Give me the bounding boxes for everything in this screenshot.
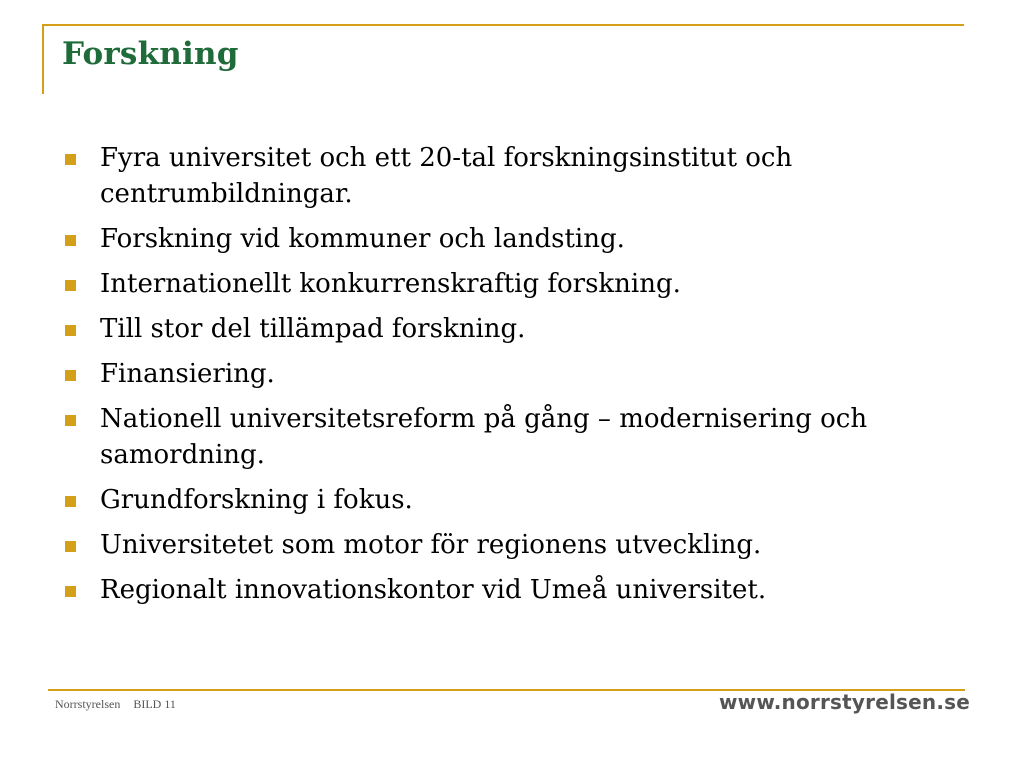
bullet-item	[62, 221, 942, 257]
bullet-text: Till stor del tillämpad forskning.	[100, 314, 526, 344]
square-bullet-icon	[65, 541, 76, 552]
bullet-item	[62, 482, 942, 518]
bullet-text: Internationellt konkurrenskraftig forskning.	[100, 269, 681, 299]
footer-slide-label: BILD 11	[133, 697, 176, 711]
title-accent-left-line	[42, 24, 44, 94]
bullet-item	[62, 266, 942, 302]
square-bullet-icon	[65, 370, 76, 381]
bullet-text: Fyra universitet och ett 20-tal forskningsinstitut och centrumbildningar.	[100, 143, 793, 209]
footer-url: www.norrstyrelsen.se	[718, 690, 970, 714]
square-bullet-icon	[65, 154, 76, 165]
bullet-list	[62, 140, 942, 617]
bullet-text: Nationell universitetsreform på gång – modernisering och samordning.	[100, 404, 868, 470]
bullet-item	[62, 311, 942, 347]
bullet-item	[62, 401, 942, 473]
square-bullet-icon	[65, 415, 76, 426]
bullet-text: Forskning vid kommuner och landsting.	[100, 224, 625, 254]
title-accent-top-line	[42, 24, 964, 26]
slide-title: Forskning	[62, 36, 239, 72]
bullet-item	[62, 356, 942, 392]
footer-organization: Norrstyrelsen	[55, 697, 121, 711]
bullet-item	[62, 140, 942, 212]
square-bullet-icon	[65, 496, 76, 507]
bullet-text: Grundforskning i fokus.	[100, 485, 413, 515]
bullet-item	[62, 527, 942, 563]
square-bullet-icon	[65, 325, 76, 336]
footer-info	[55, 697, 176, 712]
square-bullet-icon	[65, 235, 76, 246]
bullet-item	[62, 572, 942, 608]
square-bullet-icon	[65, 586, 76, 597]
bullet-text: Universitetet som motor för regionens utveckling.	[100, 530, 762, 560]
bullet-text: Regionalt innovationskontor vid Umeå universitet.	[100, 575, 767, 605]
bullet-text: Finansiering.	[100, 359, 275, 389]
square-bullet-icon	[65, 280, 76, 291]
